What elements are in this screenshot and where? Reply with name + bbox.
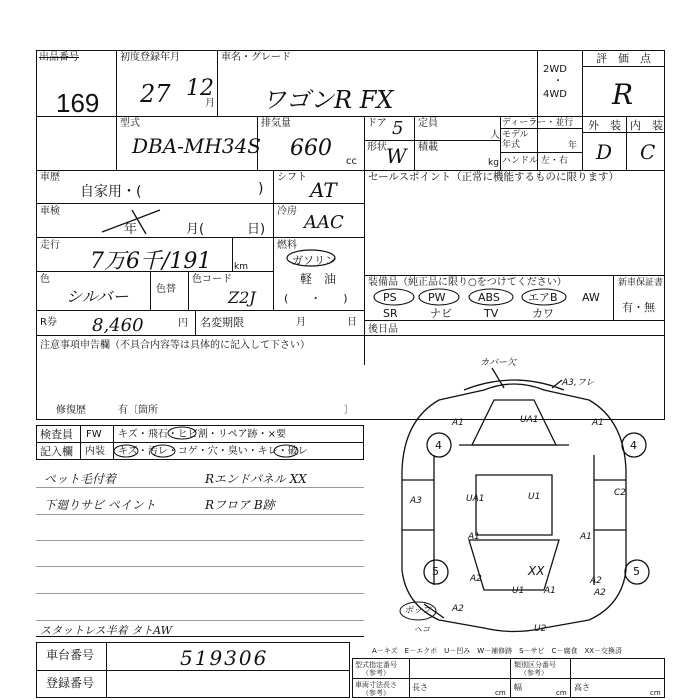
mark-a1-fr: A1 bbox=[592, 418, 604, 428]
equip-tv: TV bbox=[484, 307, 499, 320]
model-value: DBA-MH34S bbox=[132, 134, 262, 158]
equip-leather: カワ bbox=[532, 307, 554, 320]
reg-number-label: 登録番号 bbox=[46, 676, 95, 690]
year-suffix: 年 bbox=[568, 141, 578, 151]
callout-dent: ヘコ bbox=[414, 625, 430, 634]
veh-length-sub: （参考） bbox=[362, 689, 390, 697]
height-label: 高さ bbox=[574, 683, 590, 692]
cm-2: cm bbox=[556, 689, 567, 697]
inspection-day: 日) bbox=[247, 222, 266, 237]
ac-value: AAC bbox=[304, 212, 344, 233]
grade-label: 評 価 点 bbox=[596, 52, 651, 65]
name-change-label: 名変期限 bbox=[200, 316, 244, 329]
load-label: 積載 bbox=[418, 142, 438, 153]
remark-line-3: スタットレス半着 タトAW bbox=[40, 624, 172, 637]
inspection-year: 年 bbox=[124, 222, 138, 237]
mark-a3-left: A3 bbox=[410, 496, 422, 506]
fuel-circle bbox=[286, 249, 336, 267]
remark-line-2: 下廻りサビ ペイント bbox=[44, 498, 156, 512]
interior-label: 内 装 bbox=[630, 119, 663, 132]
door-label: ドア bbox=[367, 118, 387, 129]
veh-length-label: 車両寸法長さ bbox=[355, 681, 397, 689]
inspection-cross-out bbox=[102, 206, 162, 236]
first-reg-month-suffix: 月 bbox=[205, 98, 215, 109]
drive-2wd: 2WD bbox=[543, 64, 567, 75]
interior-value: C bbox=[640, 140, 656, 164]
inspection-label: 車検 bbox=[40, 206, 60, 217]
mark-u1-roof: U1 bbox=[528, 492, 541, 502]
fuel-gasoline: ガソリン bbox=[292, 254, 336, 267]
mark-a2-back: A2 bbox=[452, 604, 464, 614]
mark-a3-fure: A3,フレ bbox=[562, 378, 595, 388]
capacity-label: 定員 bbox=[418, 118, 438, 129]
remark-right-1: Rエンドパネル XX bbox=[205, 472, 307, 486]
mileage-label: 走行 bbox=[40, 240, 60, 251]
car-name: ワゴンR FX bbox=[262, 86, 394, 114]
color-code-value: Z2J bbox=[228, 288, 256, 307]
interior-check-label: 内装 bbox=[85, 446, 105, 457]
width-label: 幅 bbox=[514, 683, 522, 692]
first-reg-month: 12 bbox=[186, 76, 214, 101]
inspection-circles bbox=[116, 426, 316, 460]
tire-fl: 4 bbox=[435, 439, 442, 452]
fuel-light-oil: 軽 油 bbox=[300, 272, 337, 286]
lot-number: 169 bbox=[56, 88, 100, 118]
history-label: 車歴 bbox=[40, 172, 60, 183]
remark-line-1: ペット毛付着 bbox=[44, 472, 117, 486]
fuel-label: 燃料 bbox=[277, 240, 297, 251]
inspector-label: 検査員 bbox=[40, 428, 73, 441]
fuel-paren: ( ・ ) bbox=[284, 292, 348, 305]
mark-a1-left: A1 bbox=[468, 532, 480, 542]
class-no-label: 類別区分番号 bbox=[514, 661, 556, 669]
chassis-label: 車台番号 bbox=[46, 648, 95, 662]
interior-items: キズ・汚レ・コゲ・穴・臭い・キレ・破レ bbox=[118, 446, 308, 457]
mark-ua1-front: UA1 bbox=[520, 415, 539, 425]
fw-label: FW bbox=[86, 429, 102, 440]
color-change-label: 色替 bbox=[156, 284, 176, 295]
equip-sr: SR bbox=[383, 307, 398, 320]
color-label: 色 bbox=[40, 274, 50, 285]
warranty-label: 新車保証書 bbox=[618, 278, 664, 288]
color-code-label: 色コード bbox=[192, 274, 232, 285]
callout-pop: ポップ bbox=[404, 606, 432, 616]
back-seat-label: 後日品 bbox=[368, 324, 398, 335]
first-reg-year: 27 bbox=[140, 80, 171, 108]
first-reg-label: 初度登録年月 bbox=[120, 52, 180, 63]
history-close: ) bbox=[258, 181, 264, 197]
dealer-label: ディーラー・並行 bbox=[502, 118, 574, 128]
equip-pw: PW bbox=[428, 291, 446, 304]
mark-a1-rear: A1 bbox=[544, 586, 556, 596]
name-change-month: 月 bbox=[296, 317, 306, 328]
mark-u2: U2 bbox=[534, 624, 547, 634]
length-label: 長さ bbox=[412, 683, 428, 692]
shift-value: AT bbox=[310, 178, 337, 202]
lot-label: 出品番号 bbox=[39, 52, 79, 63]
handle-label: ハンドル 左・右 bbox=[502, 156, 568, 166]
drive-dot: ・ bbox=[553, 76, 563, 87]
ac-label: 冷房 bbox=[277, 206, 297, 217]
mark-a2-rr: A2 bbox=[590, 576, 602, 586]
inspection-month: 月( bbox=[186, 222, 205, 237]
mark-u1-rear: U1 bbox=[512, 586, 525, 596]
tire-rl: 5 bbox=[432, 565, 439, 578]
equip-airbag: エアB bbox=[528, 291, 558, 304]
chassis-value: 519306 bbox=[180, 646, 269, 670]
shape-label: 形状 bbox=[367, 142, 387, 153]
equip-ps: PS bbox=[383, 291, 397, 304]
history-value: 自家用・( bbox=[80, 184, 142, 200]
warranty-value: 有・無 bbox=[622, 301, 655, 314]
class-no-sub: （参考） bbox=[520, 669, 548, 677]
recorder-label: 記入欄 bbox=[40, 445, 73, 458]
equip-navi: ナビ bbox=[430, 307, 452, 320]
mark-ua1-left: UA1 bbox=[466, 494, 485, 504]
exterior-label: 外 装 bbox=[588, 119, 621, 132]
tire-fr: 4 bbox=[630, 439, 637, 452]
model-year-label: モデル年式 bbox=[502, 130, 529, 150]
name-change-day: 日 bbox=[347, 317, 357, 328]
repair-close: 〕 bbox=[344, 405, 354, 416]
model-label: 型式 bbox=[120, 118, 140, 129]
mileage-value: 7万6千/191 bbox=[90, 249, 212, 274]
callout-cover-missing: カバー欠 bbox=[480, 358, 517, 368]
displacement-unit: cc bbox=[346, 156, 357, 167]
color-value: シルバー bbox=[66, 287, 129, 306]
equipment-label: 装備品（純正品に限り○をつけてください） bbox=[368, 277, 567, 288]
type-no-label: 型式指定番号 bbox=[355, 661, 397, 669]
exterior-value: D bbox=[596, 140, 613, 164]
notes-label: 注意事項申告欄（不具合内容等は具体的に記入して下さい） bbox=[40, 340, 310, 351]
mark-a1-fl: A1 bbox=[452, 418, 464, 428]
mark-xx: XX bbox=[528, 564, 545, 578]
fw-items: キズ・飛石・ヒビ割・リペア跡・×要 bbox=[118, 429, 286, 440]
grade-value: R bbox=[612, 78, 634, 111]
tire-rr: 5 bbox=[633, 565, 640, 578]
mark-a1-right: A1 bbox=[580, 532, 592, 542]
mark-a2-rl: A2 bbox=[470, 574, 482, 584]
shape-value: W bbox=[386, 144, 407, 168]
load-unit: kg bbox=[488, 158, 499, 168]
type-no-sub: （参考） bbox=[362, 669, 390, 677]
recycle-unit: 円 bbox=[178, 318, 188, 329]
drive-4wd: 4WD bbox=[543, 89, 567, 100]
mileage-unit: km bbox=[234, 262, 248, 272]
door-value: 5 bbox=[392, 118, 404, 139]
capacity-unit: 人 bbox=[490, 130, 500, 141]
repair-label: 修復歴 bbox=[56, 405, 86, 416]
equip-abs: ABS bbox=[478, 291, 500, 304]
equipment-circles bbox=[372, 288, 582, 308]
displacement-label: 排気量 bbox=[261, 118, 291, 129]
shift-label: シフト bbox=[277, 172, 307, 183]
sales-point-label: セールスポイント（正常に機能するものに限ります） bbox=[368, 171, 620, 183]
displacement-value: 660 bbox=[290, 136, 332, 161]
remark-right-2: Rフロア B跡 bbox=[205, 498, 275, 512]
repair-value: 有〔箇所 bbox=[118, 405, 158, 416]
mark-a2-bumper: A2 bbox=[594, 588, 606, 598]
cm-1: cm bbox=[495, 689, 506, 697]
damage-legend: A－キズ E－エクボ U－凹み W－補修跡 S－サビ C－腐食 XX－交換済 bbox=[372, 647, 623, 655]
mark-c2: C2 bbox=[614, 488, 627, 498]
recycle-label: R券 bbox=[40, 317, 57, 328]
recycle-value: 8,460 bbox=[92, 315, 144, 336]
equip-aw: AW bbox=[582, 291, 600, 304]
cm-3: cm bbox=[650, 689, 661, 697]
car-name-label: 車名・グレード bbox=[221, 52, 291, 63]
